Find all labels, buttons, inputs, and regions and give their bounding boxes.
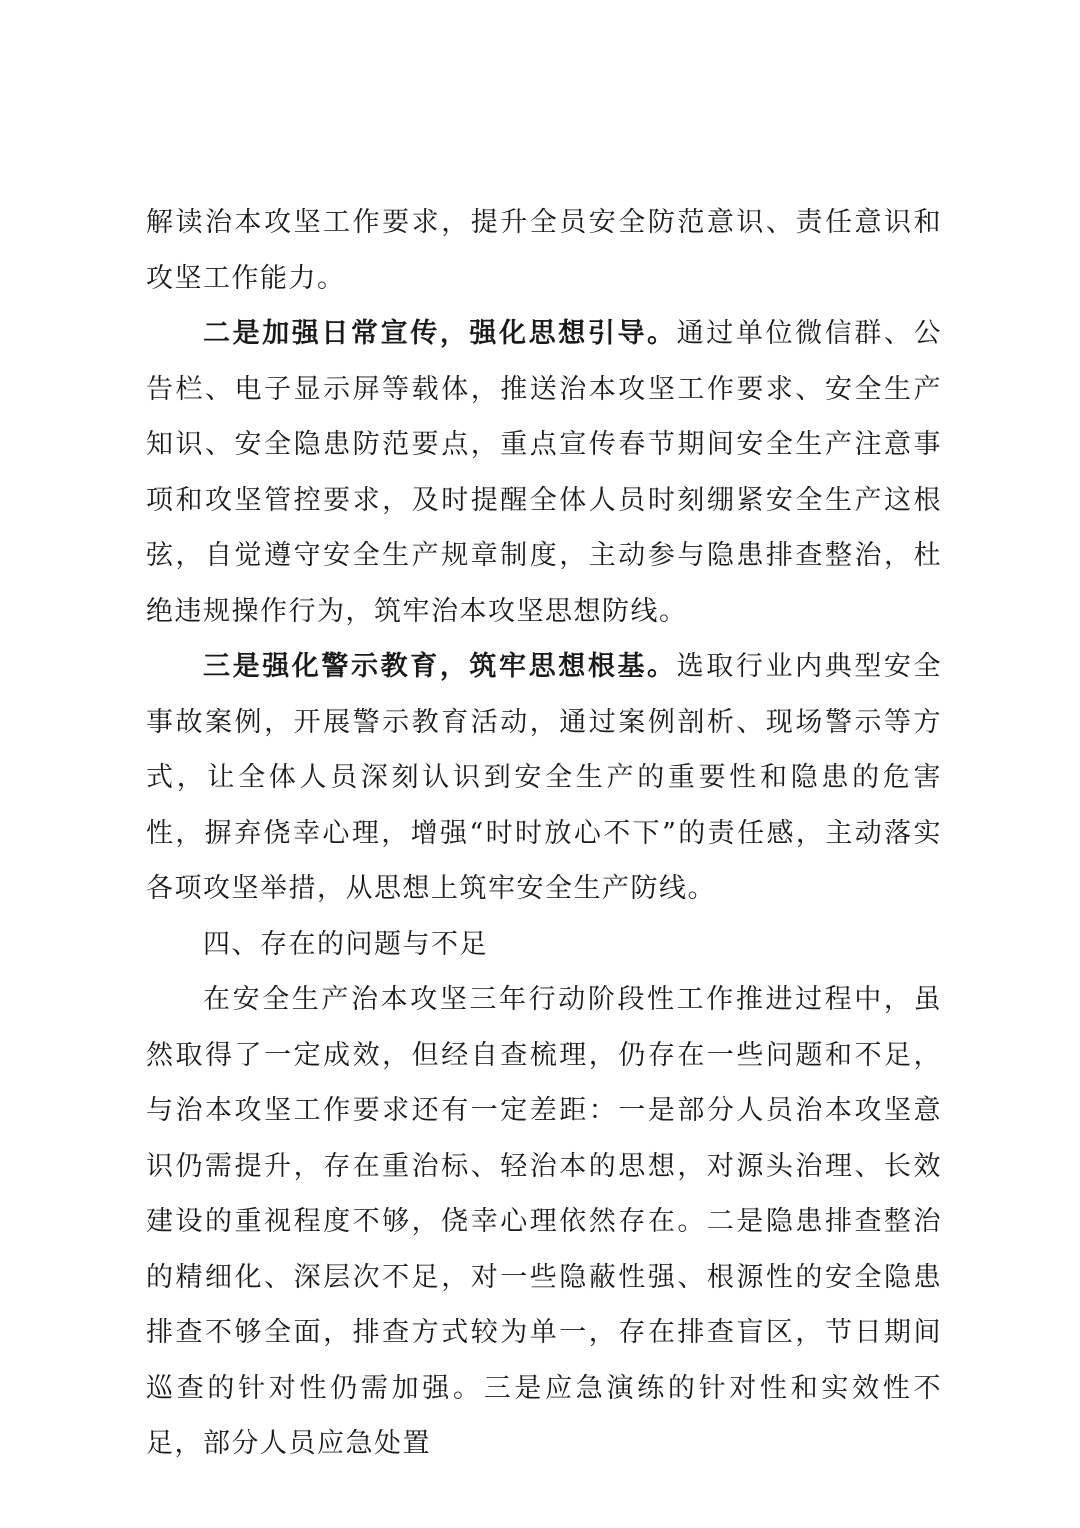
paragraph-text: 通过单位微信群、公告栏、电子显示屏等载体，推送治本攻坚工作要求、安全生产知识、安全隐患防范要点，重点宣传春节期间安全生产注意事项和攻坚管控要求，及时提醒全体人员时刻绷紧安全生产这根弦，自觉遵守安全生产规章制度，主动参与隐患排查整治，杜绝违规操作行为，筑牢治本攻坚思想防线。 — [146, 318, 943, 627]
paragraph-continuation: 解读治本攻坚工作要求，提升全员安全防范意识、责任意识和攻坚工作能力。 — [146, 207, 942, 294]
section-heading: 四、存在的问题与不足 — [203, 928, 488, 960]
paragraph-daily-publicity — [146, 306, 942, 639]
paragraph-lead-heading: 三是强化警示教育，筑牢思想根基。 — [203, 651, 677, 682]
document-body — [146, 195, 942, 1472]
paragraph-lead-heading: 二是加强日常宣传，强化思想引导。 — [203, 318, 677, 349]
paragraph-warning-education — [146, 639, 942, 917]
paragraph-problems: 在安全生产治本攻坚三年行动阶段性工作推进过程中，虽然取得了一定成效，但经自查梳理，仍存在一些问题和不足，与治本攻坚工作要求还有一定差距：一是部分人员治本攻坚意识仍需提升，存在重治标、轻治本的思想，对源头治理、长效建设的重视程度不够，侥幸心理依然存在。二是隐患排查整治的精细化、深层次不足，对一些隐蔽性强、根源性的安全隐患排查不够全面，排查方式较为单一，存在排查盲区，节日期间巡查的针对性仍需加强。三是应急演练的针对性和实效性不足，部分人员应急处置 — [146, 984, 942, 1459]
paragraph-text: 选取行业内典型安全事故案例，开展警示教育活动，通过案例剖析、现场警示等方式，让全体人员深刻认识到安全生产的重要性和隐患的危害性，摒弃侥幸心理，增强“时时放心不下”的责任感，主动落实各项攻坚举措，从思想上筑牢安全生产防线。 — [146, 651, 943, 904]
